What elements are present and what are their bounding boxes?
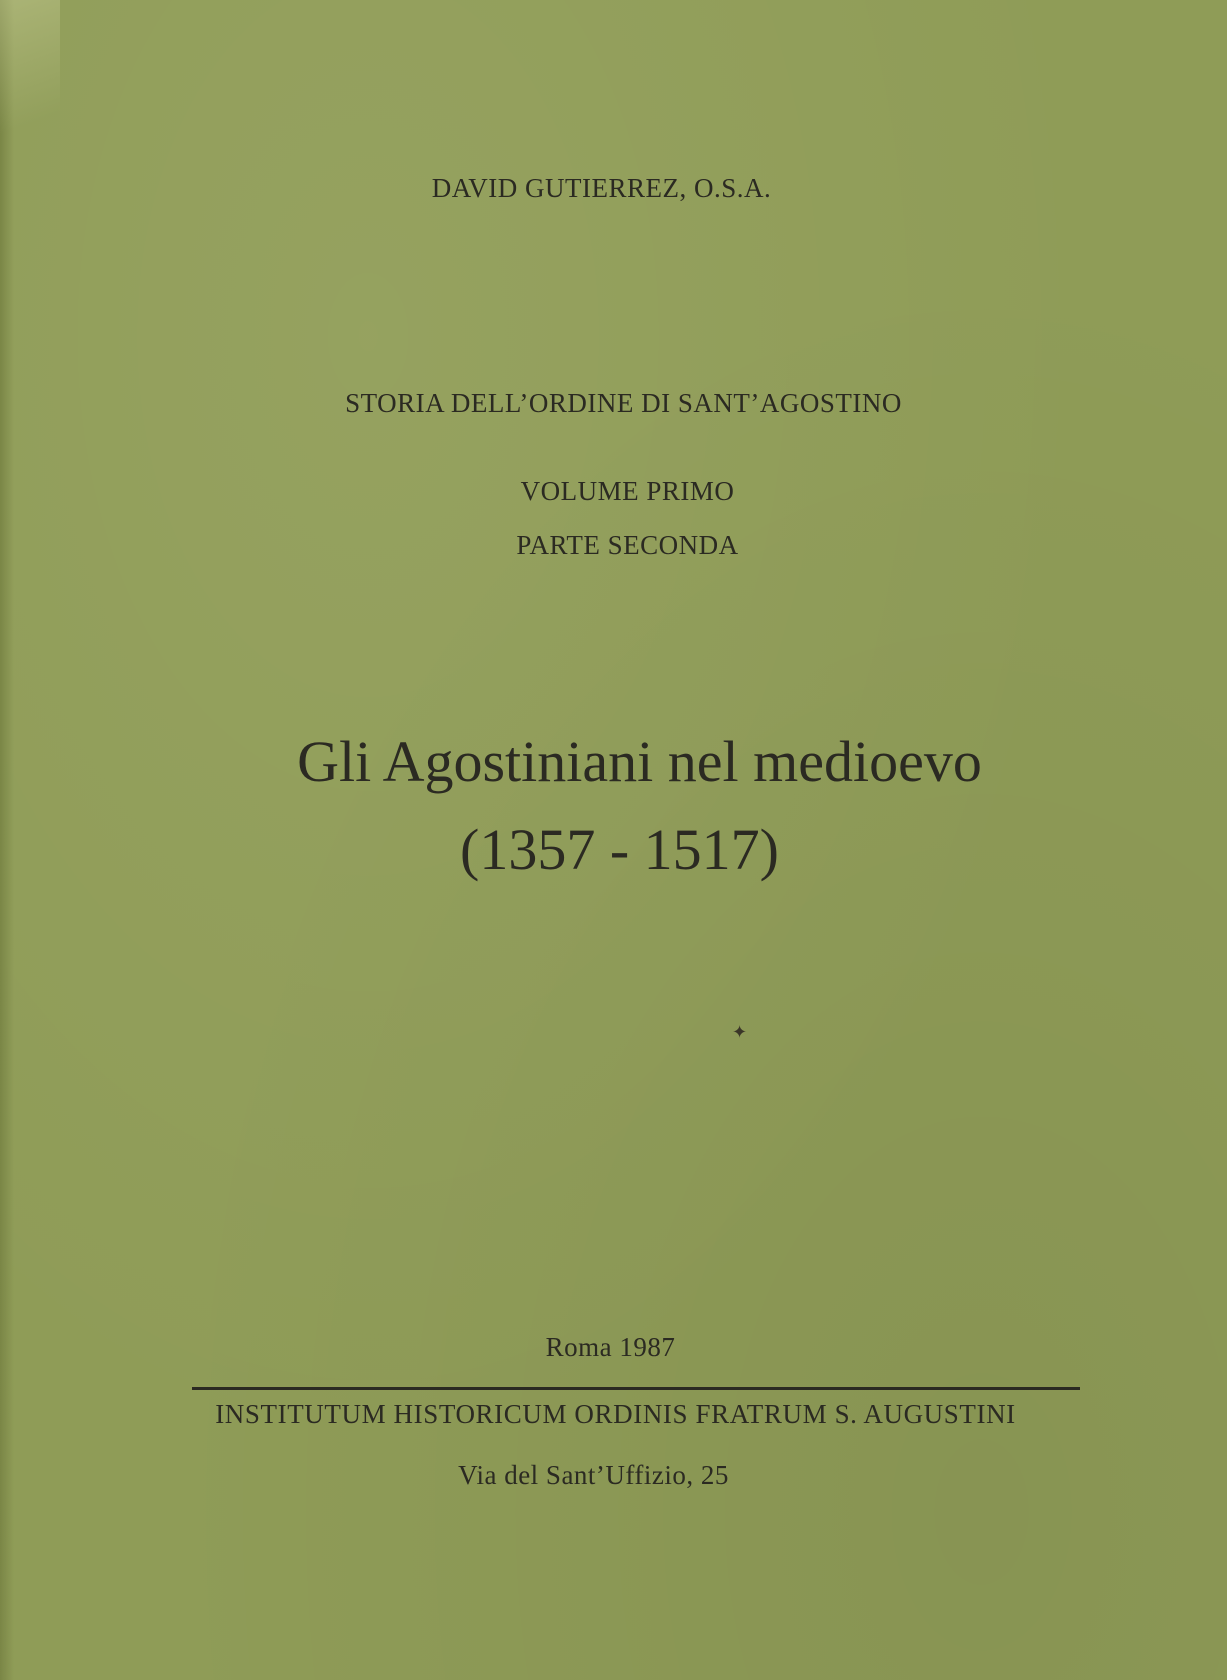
series-title: STORIA DELL’ORDINE DI SANT’AGOSTINO [345, 388, 902, 418]
publisher-rule [192, 1387, 1080, 1390]
book-date-range: (1357 - 1517) [460, 817, 779, 882]
ornament-icon: ✦ [732, 1022, 748, 1042]
part-label: PARTE SECONDA [516, 530, 739, 560]
book-title: Gli Agostiniani nel medioevo [297, 729, 982, 794]
cover-corner-wear [0, 0, 60, 170]
place-and-year: Roma 1987 [545, 1332, 676, 1362]
publisher-address: Via del Sant’Uffizio, 25 [458, 1460, 729, 1490]
publisher-name: INSTITUTUM HISTORICUM ORDINIS FRATRUM S. AUGUSTINI [215, 1399, 1016, 1429]
author-name: DAVID GUTIERREZ, O.S.A. [431, 173, 772, 203]
volume-label: VOLUME PRIMO [520, 476, 735, 506]
